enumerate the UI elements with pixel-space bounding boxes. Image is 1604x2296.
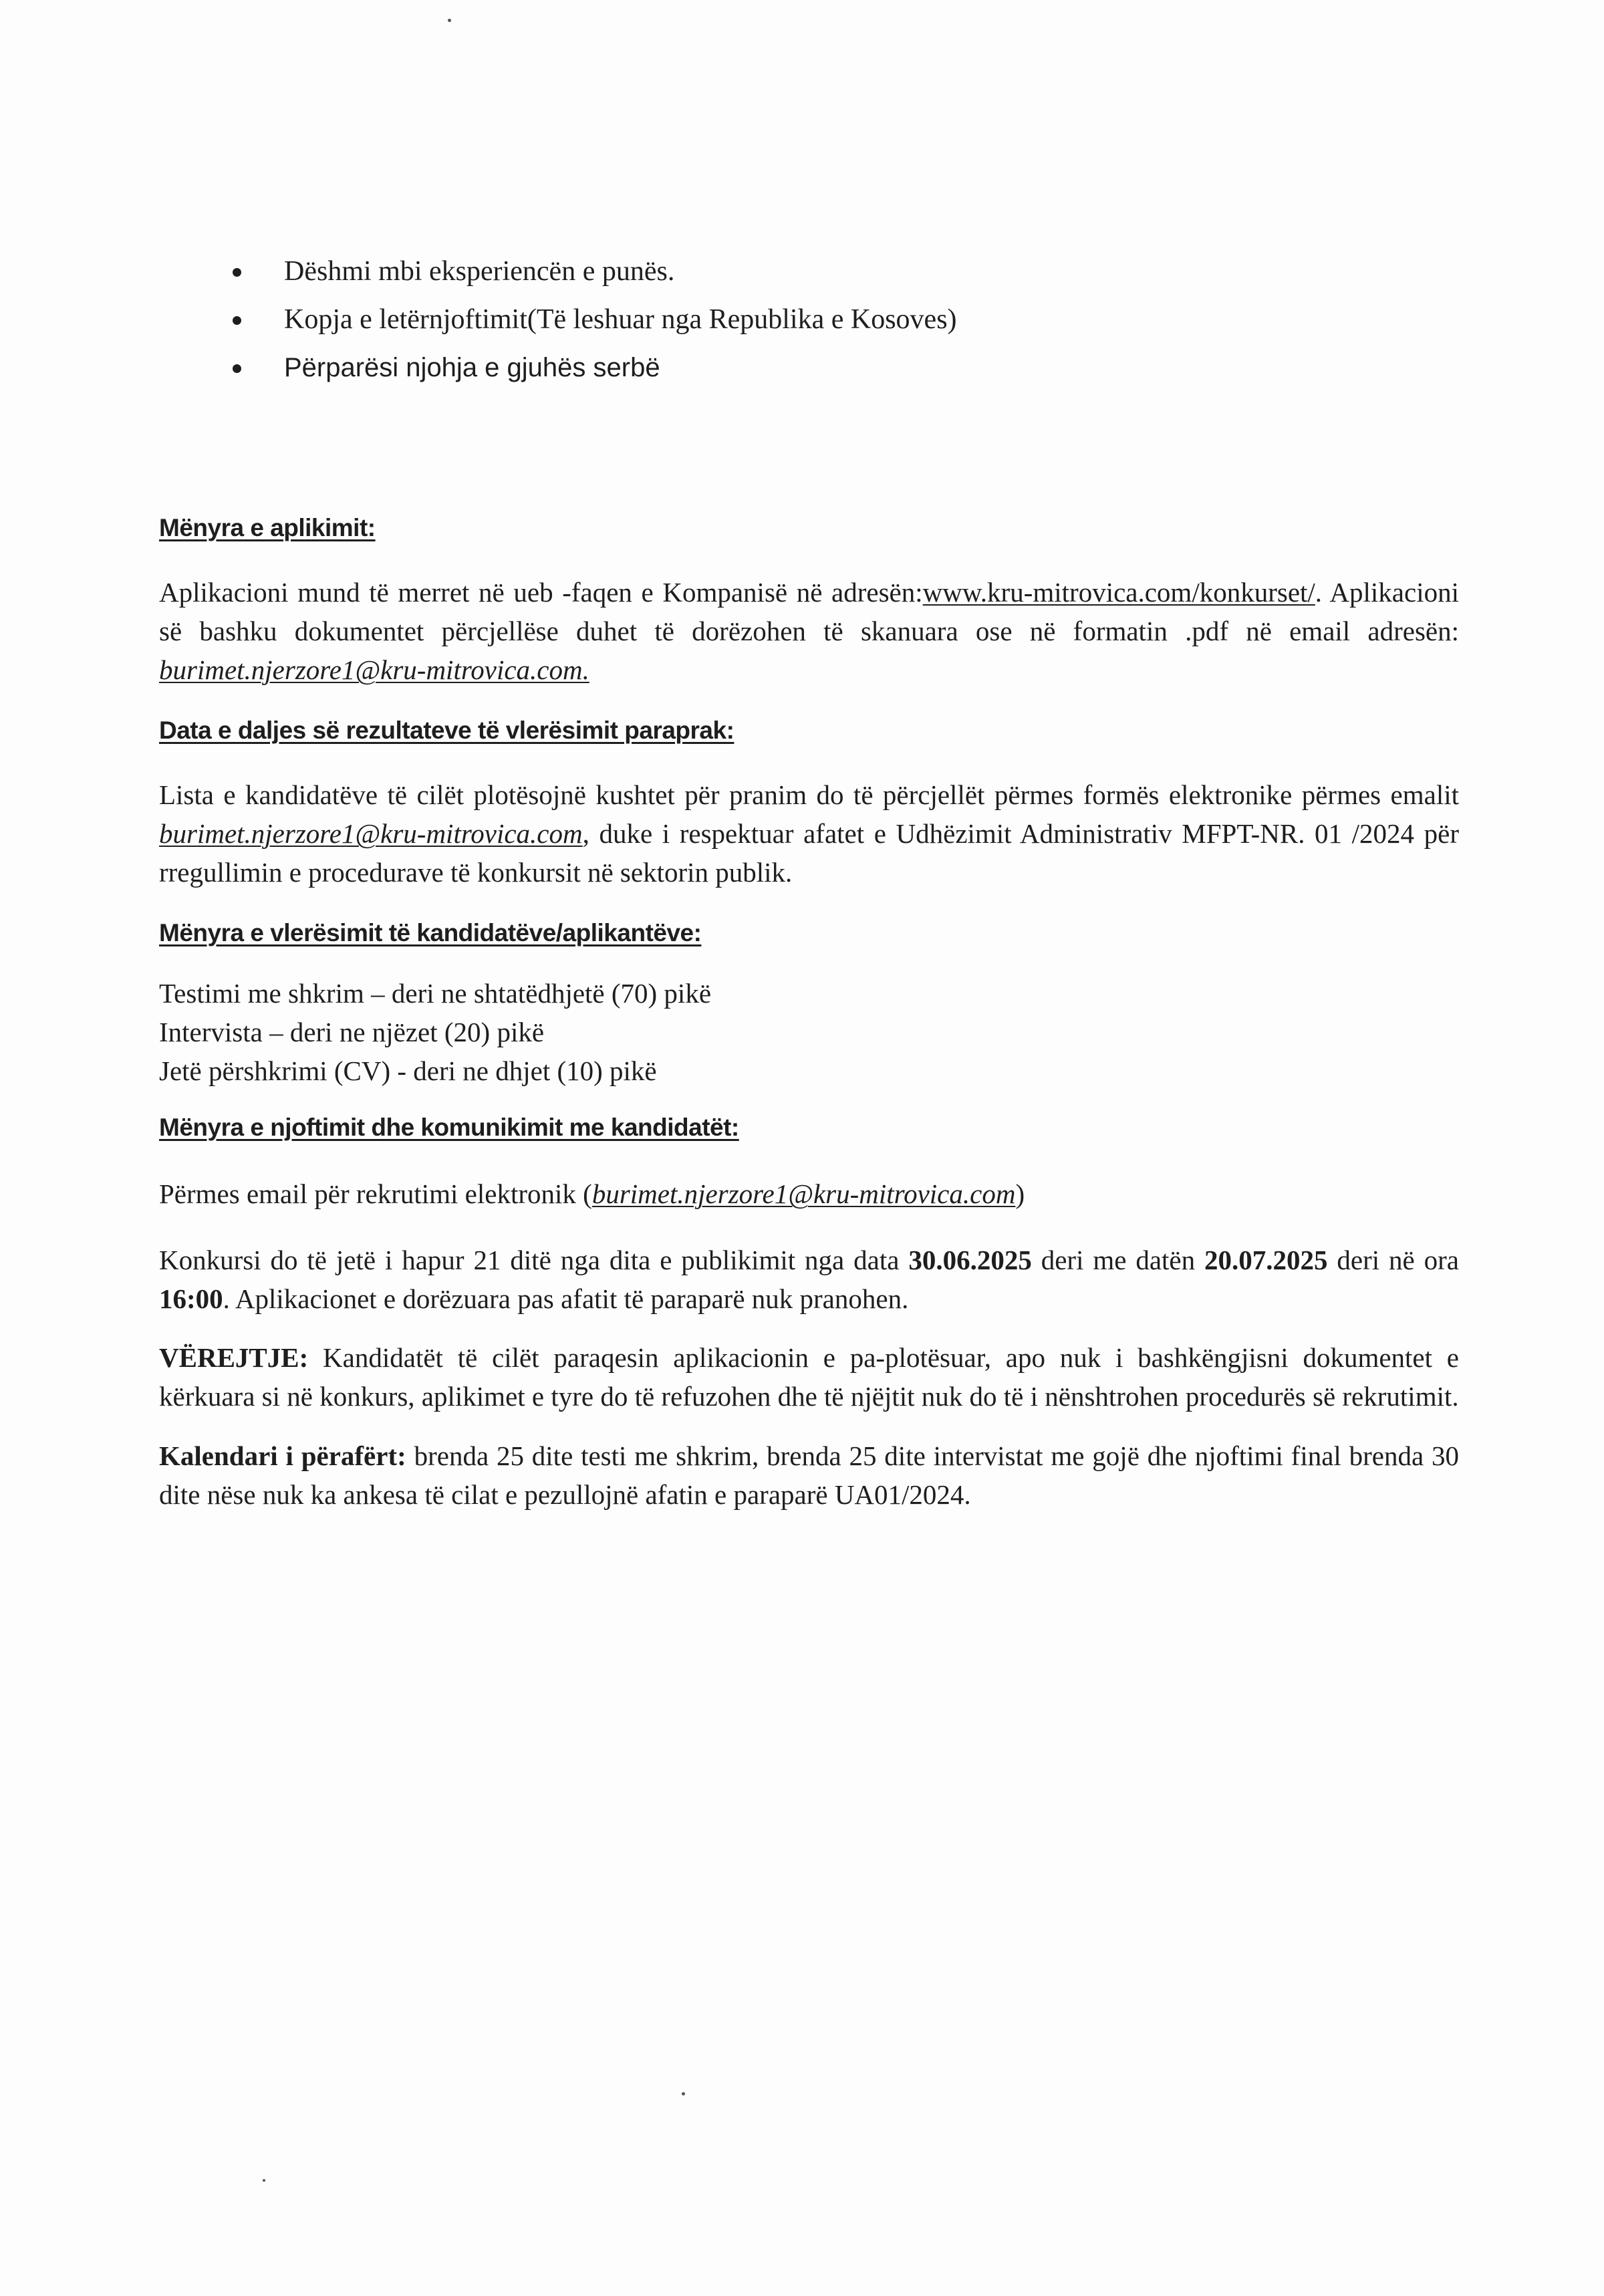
results-paragraph: Lista e kandidatëve të cilët plotësojnë kushtet për pranim do të përcjellët përmes formës elektronike përmes emalit burimet.njerzore1@kru-mitrovica.com, duke i respektuar afatet e Udhëzimit Administrativ MFPT-NR. 01 /2024 për rregullimin e procedurave të konkursit në sektorin publik. bbox=[159, 779, 1459, 888]
note-paragraph: VËREJTJE: Kandidatët të cilët paraqesin aplikacionin e pa-plotësuar, apo nuk i bashkëngjisni dokumentet e kërkuara si në konkurs, aplikimet e tyre do të refuzohen dhe të njëjtit nuk do të i nënshtrohen procedurës së rekrutimit. bbox=[159, 1342, 1459, 1412]
evaluation-list bbox=[159, 974, 1459, 1090]
section-heading-apply: Mënyra e aplikimit: bbox=[159, 514, 376, 541]
scan-speck bbox=[263, 2179, 265, 2182]
end-date: 20.07.2025 bbox=[1204, 1244, 1328, 1275]
start-date: 30.06.2025 bbox=[908, 1244, 1032, 1275]
evaluation-line: Intervista – deri ne njëzet (20) pikë bbox=[159, 1016, 545, 1047]
evaluation-line: Jetë përshkrimi (CV) - deri ne dhjet (10) pikë bbox=[159, 1055, 657, 1086]
email-link[interactable]: burimet.njerzore1@kru-mitrovica.com bbox=[591, 1178, 1016, 1210]
document-body bbox=[159, 247, 1459, 1514]
scan-speck bbox=[682, 2092, 685, 2095]
website-link[interactable]: www.kru-mitrovica.com/konkurset/ bbox=[922, 576, 1315, 608]
competition-paragraph: Konkursi do të jetë i hapur 21 ditë nga dita e publikimit nga data 30.06.2025 deri me datën 20.07.2025 deri në ora 16:00. Aplikacionet e dorëzuara pas afatit të paraparë nuk pranohen. bbox=[159, 1244, 1460, 1314]
list-item: Dëshmi mbi eksperiencën e punës. bbox=[159, 247, 1459, 295]
section-heading-notification: Mënyra e njoftimit dhe komunikimit me kandidatët: bbox=[159, 1113, 739, 1141]
email-link[interactable]: burimet.njerzore1@kru-mitrovica.com bbox=[159, 817, 583, 849]
list-item: Përparësi njohja e gjuhës serbë bbox=[159, 344, 1459, 392]
list-item: Kopja e letërnjoftimit(Të leshuar nga Republika e Kosoves) bbox=[159, 295, 1459, 344]
bullet-icon bbox=[233, 316, 241, 325]
evaluation-line: Testimi me shkrim – deri ne shtatëdhjetë (70) pikë bbox=[159, 977, 712, 1009]
apply-paragraph: Aplikacioni mund të merret në ueb -faqen e Kompanisë në adresën:www.kru-mitrovica.com/konkurset/. Aplikacioni së bashku dokumentet përcjellëse duhet të dorëzohen të skanuara ose në formatin .pdf në email adresën: burimet.njerzore1@kru-mitrovica.com. bbox=[159, 576, 1459, 685]
bullet-icon bbox=[233, 364, 241, 373]
requirements-list bbox=[159, 247, 1459, 392]
note-label: VËREJTJE: bbox=[159, 1342, 309, 1374]
calendar-label: Kalendari i përafërt: bbox=[159, 1440, 406, 1471]
notification-paragraph: Përmes email për rekrutimi elektronik (burimet.njerzore1@kru-mitrovica.com) bbox=[159, 1178, 1025, 1210]
bullet-icon bbox=[233, 268, 241, 277]
calendar-paragraph: Kalendari i përafërt: brenda 25 dite testi me shkrim, brenda 25 dite intervistat me gojë dhe njoftimi final brenda 30 dite nëse nuk ka ankesa të cilat e pezullojnë afatin e paraparë UA01/2024. bbox=[159, 1440, 1459, 1510]
deadline-time: 16:00 bbox=[159, 1283, 223, 1314]
scan-speck bbox=[448, 19, 451, 22]
email-link[interactable]: burimet.njerzore1@kru-mitrovica.com. bbox=[159, 654, 589, 685]
section-heading-evaluation: Mënyra e vlerësimit të kandidatëve/aplikantëve: bbox=[159, 919, 702, 947]
section-heading-results: Data e daljes së rezultateve të vlerësimit paraprak: bbox=[159, 717, 734, 745]
